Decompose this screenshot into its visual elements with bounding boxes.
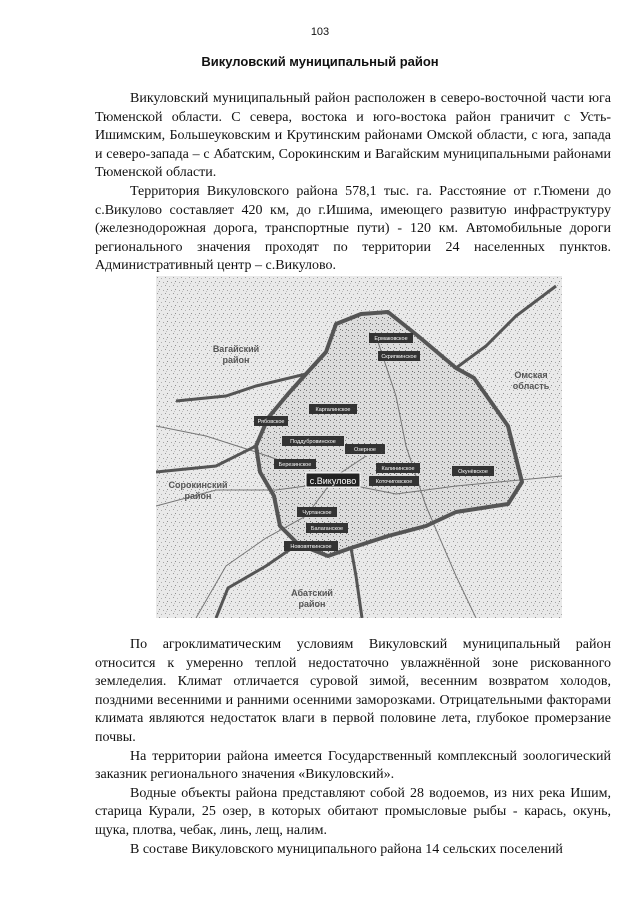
region-label-omsk: область [512, 381, 550, 391]
paragraph: По агроклиматическим условиям Викуловский муниципальный район относится к умеренно теплой недостаточно увлажнённой зоне рискованного земледелия. Климат отличается суровой зимой, весенним возвратом холодов, поздними весенними и ранними осенними заморозками. Отрицательными факторами климата являются недостаток влаги в первой половине лета, глубокое промерзание почвы. [95, 637, 611, 745]
svg-text:Каргалинское: Каргалинское [315, 407, 351, 413]
region-label-sorokino: район [184, 491, 212, 501]
svg-text:Коточиговское: Коточиговское [375, 479, 413, 485]
svg-text:Рябовское: Рябовское [257, 419, 285, 425]
intro-text [95, 90, 611, 276]
paragraph: В составе Викуловского муниципального района 14 сельских поселений [130, 841, 563, 857]
region-label-sorokino: Сорокинский [168, 480, 228, 490]
settlement-ryabovskoe [254, 416, 288, 426]
settlement-churtanskoe [297, 507, 337, 517]
page-number: 103 [310, 26, 330, 38]
region-label-omsk: Омская [514, 370, 548, 380]
settlement-okunevskoe [452, 466, 494, 476]
svg-text:Озерное: Озерное [353, 447, 377, 453]
body-text [95, 636, 611, 859]
svg-text:Скрипкинское: Скрипкинское [381, 354, 417, 360]
svg-text:Березинское: Березинское [278, 462, 312, 468]
region-label-vagai: район [222, 355, 250, 365]
settlement-kotochigovskoe [369, 476, 419, 486]
svg-text:Чуртанское: Чуртанское [302, 510, 332, 516]
settlement-kargalinskoe [309, 404, 357, 414]
region-label-abatsk: район [298, 599, 326, 609]
paragraph: Территория Викуловского района 578,1 тыс. га. Расстояние от г.Тюмени до с.Викулово составляет 420 км, до г.Ишима, имеющего развитую инфраструктуру (железнодорожная дорога, транспортные пути) - 120 км. Автомобильные дороги регионального значения проходят по территории 24 населенных пунктов. Административный центр – с.Викулово. [95, 183, 611, 274]
settlement-poddubrovinskoe [282, 436, 344, 446]
settlement-balaganskoe [306, 523, 348, 533]
district-map [156, 276, 562, 618]
settlement-kalininskoe [376, 463, 420, 473]
settlement-ozernoe [345, 444, 385, 454]
paragraph: Викуловский муниципальный район расположен в северо-восточной части юга Тюменской области. С севера, востока и юго-востока район граничит с Усть-Ишимским, Большеуковским и Крутинским районами Омской области, с юга, запада и северо-запада – с Абатским, Сорокинским и Вагайским муниципальными районами Тюменской области. [95, 91, 611, 181]
svg-text:Нововяткинское: Нововяткинское [290, 544, 332, 550]
svg-text:Поддубровинское: Поддубровинское [290, 439, 336, 445]
settlement-ermakovskoe [369, 333, 413, 343]
svg-text:Калининское: Калининское [381, 466, 415, 472]
paragraph: Водные объекты района представляют собой 28 водоемов, из них река Ишим, старица Курали, 25 озер, в которых обитают промысловые рыбы - карась, окунь, щука, плотва, чебак, линь, лещ, налим. [95, 785, 611, 838]
svg-text:Ермаковское: Ермаковское [374, 336, 408, 342]
svg-text:с.Викулово: с.Викулово [309, 476, 357, 486]
page-title: Викуловский муниципальный район [201, 54, 439, 69]
settlement-novovyatkinskoe [284, 541, 338, 551]
svg-text:Балаганское: Балаганское [310, 526, 344, 532]
svg-text:Окунёвское: Окунёвское [458, 469, 488, 475]
settlement-berezinskoe [274, 459, 316, 469]
region-label-vagai: Вагайский [212, 344, 260, 354]
center-label-vikulovo [306, 473, 360, 487]
paragraph: На территории района имеется Государственный комплексный зоологический заказник регионального значения «Викуловский». [95, 748, 611, 783]
settlement-skripkinskoe [378, 351, 420, 361]
region-label-abatsk: Абатский [291, 588, 333, 598]
